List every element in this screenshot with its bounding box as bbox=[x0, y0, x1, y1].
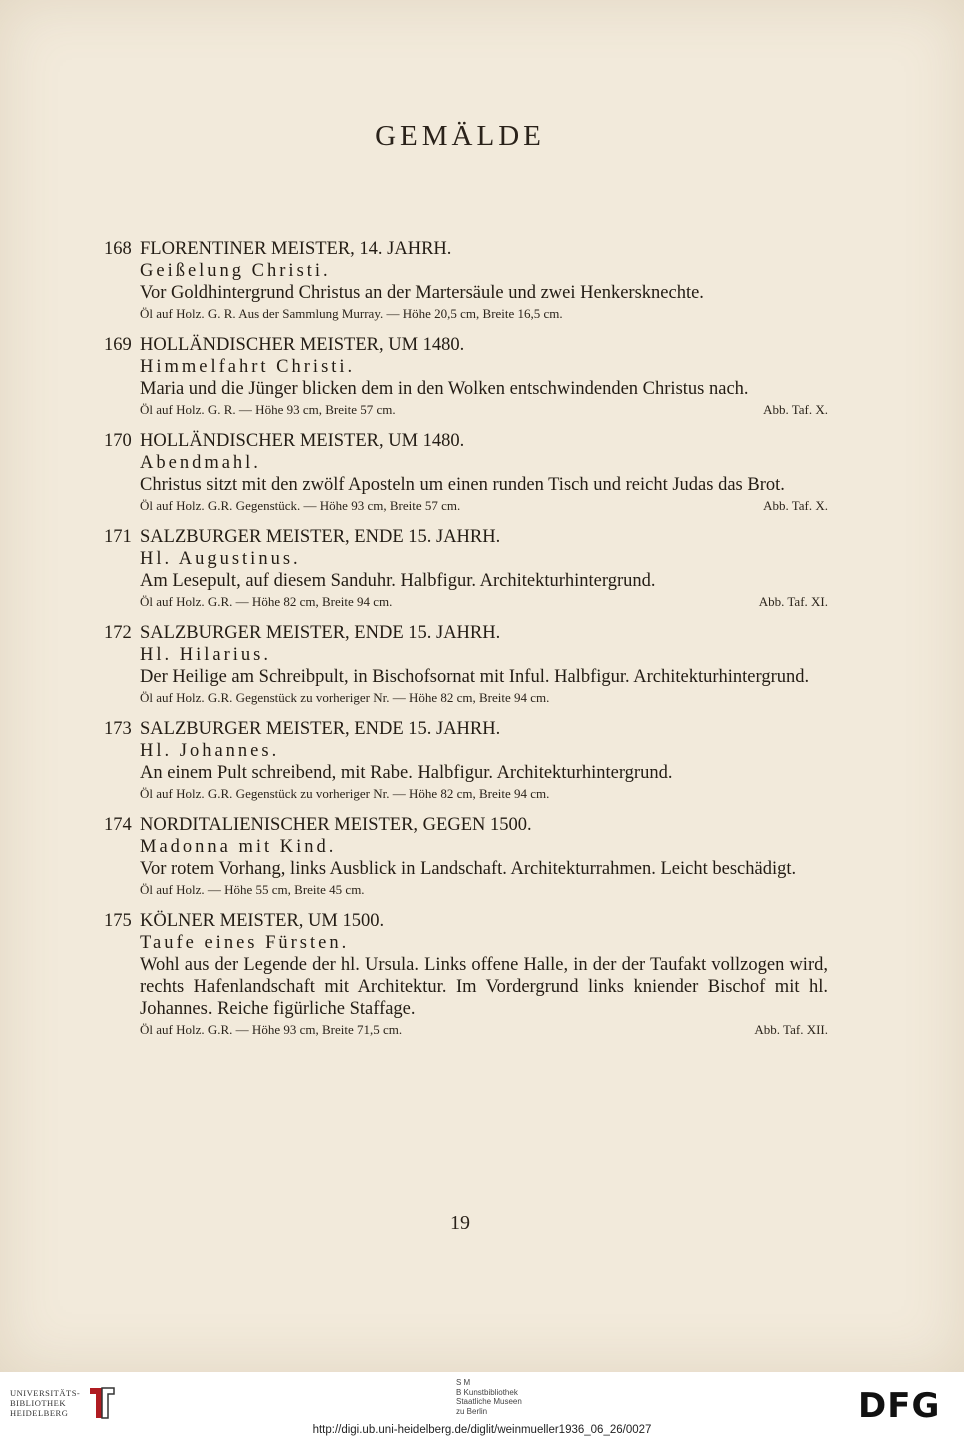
entry-artist: NORDITALIENISCHER MEISTER, GEGEN 1500. bbox=[140, 815, 532, 835]
entry-subject: Hl. Johannes. bbox=[140, 741, 280, 761]
footer-bar bbox=[0, 1372, 964, 1441]
stamp-line: B Kunstbibliothek bbox=[456, 1387, 518, 1397]
entry-subject: Himmelfahrt Christi. bbox=[140, 357, 356, 377]
catalog-entry bbox=[104, 718, 828, 804]
entry-artist: FLORENTINER MEISTER, 14. JAHRH. bbox=[140, 239, 452, 259]
entry-number: 173 bbox=[104, 719, 132, 739]
entry-meta: Öl auf Holz. G.R. — Höhe 82 cm, Breite 94 cm. bbox=[140, 594, 393, 609]
entry-number: 170 bbox=[104, 431, 132, 451]
entry-meta: Öl auf Holz. G. R. — Höhe 93 cm, Breite 57 cm. bbox=[140, 402, 396, 417]
entry-meta: Öl auf Holz. G.R. Gegenstück. — Höhe 93 cm, Breite 57 cm. bbox=[140, 498, 461, 513]
entry-number: 174 bbox=[104, 815, 132, 835]
entry-description: Wohl aus der Legende der hl. Ursula. Links offene Halle, in der der Taufakt vollzogen wird, rechts Hafenlandschaft mit Architektur. Im Vordergrund links kniender Bischof mit hl. Johannes. Reiche figürliche Staffage. bbox=[140, 955, 828, 1019]
entry-artist: SALZBURGER MEISTER, ENDE 15. JAHRH. bbox=[140, 623, 501, 643]
stamp-line: S M bbox=[456, 1378, 471, 1387]
dfg-logo[interactable]: DFG bbox=[858, 1386, 941, 1426]
page-title: GEMÄLDE bbox=[375, 120, 545, 152]
catalog-entry bbox=[104, 238, 828, 324]
library-emblem-icon bbox=[86, 1384, 116, 1422]
entry-meta: Öl auf Holz. G.R. — Höhe 93 cm, Breite 71,5 cm. bbox=[140, 1022, 403, 1037]
entry-description: Maria und die Jünger blicken dem in den Wolken entschwindenden Christus nach. bbox=[140, 379, 749, 399]
stamp-line: zu Berlin bbox=[456, 1406, 488, 1416]
entry-artist: SALZBURGER MEISTER, ENDE 15. JAHRH. bbox=[140, 719, 501, 739]
entry-meta: Öl auf Holz. G.R. Gegenstück zu vorheriger Nr. — Höhe 82 cm, Breite 94 cm. bbox=[140, 690, 550, 705]
entry-number: 168 bbox=[104, 239, 132, 259]
stamp-line: Staatliche Museen bbox=[456, 1397, 522, 1406]
entry-meta: Öl auf Holz. G. R. Aus der Sammlung Murray. — Höhe 20,5 cm, Breite 16,5 cm. bbox=[140, 306, 563, 321]
entry-subject: Geißelung Christi. bbox=[140, 261, 331, 281]
entry-subject: Abendmahl. bbox=[140, 453, 261, 473]
library-logo[interactable] bbox=[10, 1384, 116, 1422]
catalog-entry bbox=[104, 814, 828, 900]
catalog-entries bbox=[104, 238, 828, 1050]
entry-artist: HOLLÄNDISCHER MEISTER, UM 1480. bbox=[140, 431, 465, 451]
entry-plate-ref: Abb. Taf. XII. bbox=[754, 1022, 828, 1037]
entry-plate-ref: Abb. Taf. X. bbox=[763, 498, 828, 513]
entry-subject: Hl. Augustinus. bbox=[140, 549, 301, 569]
library-name-line: HEIDELBERG bbox=[10, 1408, 69, 1418]
entry-description: An einem Pult schreibend, mit Rabe. Halbfigur. Architekturhintergrund. bbox=[140, 763, 673, 783]
entry-description: Christus sitzt mit den zwölf Aposteln um einen runden Tisch und reicht Judas das Brot. bbox=[140, 475, 785, 495]
entry-plate-ref: Abb. Taf. X. bbox=[763, 402, 828, 417]
entry-number: 171 bbox=[104, 527, 132, 547]
entry-number: 172 bbox=[104, 623, 132, 643]
entry-subject: Madonna mit Kind. bbox=[140, 837, 337, 857]
page-number: 19 bbox=[450, 1212, 470, 1234]
entry-description: Vor Goldhintergrund Christus an der Martersäule und zwei Henkersknechte. bbox=[140, 283, 704, 303]
entry-description: Der Heilige am Schreibpult, in Bischofsornat mit Inful. Halbfigur. Architekturhintergrund. bbox=[140, 667, 810, 687]
catalog-entry bbox=[104, 334, 828, 420]
entry-number: 175 bbox=[104, 911, 132, 931]
library-name-line: UNIVERSITÄTS- bbox=[10, 1388, 81, 1398]
source-url-link[interactable]: http://digi.ub.uni-heidelberg.de/diglit/weinmueller1936_06_26/0027 bbox=[312, 1424, 652, 1436]
entry-description: Am Lesepult, auf diesem Sanduhr. Halbfigur. Architekturhintergrund. bbox=[140, 571, 656, 591]
entry-meta: Öl auf Holz. — Höhe 55 cm, Breite 45 cm. bbox=[140, 882, 365, 897]
entry-artist: HOLLÄNDISCHER MEISTER, UM 1480. bbox=[140, 335, 465, 355]
library-stamp bbox=[456, 1378, 522, 1416]
entry-description: Vor rotem Vorhang, links Ausblick in Landschaft. Architekturrahmen. Leicht beschädigt. bbox=[140, 859, 797, 879]
catalog-entry bbox=[104, 430, 828, 516]
catalog-entry bbox=[104, 622, 828, 708]
catalog-entry bbox=[104, 910, 828, 1040]
library-name-line: BIBLIOTHEK bbox=[10, 1398, 66, 1408]
entry-plate-ref: Abb. Taf. XI. bbox=[758, 594, 828, 609]
entry-subject: Taufe eines Fürsten. bbox=[140, 933, 350, 953]
catalog-entry bbox=[104, 526, 828, 612]
entry-subject: Hl. Hilarius. bbox=[140, 645, 271, 665]
entry-artist: KÖLNER MEISTER, UM 1500. bbox=[140, 911, 385, 931]
entry-number: 169 bbox=[104, 335, 132, 355]
entry-meta: Öl auf Holz. G.R. Gegenstück zu vorheriger Nr. — Höhe 82 cm, Breite 94 cm. bbox=[140, 786, 550, 801]
entry-artist: SALZBURGER MEISTER, ENDE 15. JAHRH. bbox=[140, 527, 501, 547]
